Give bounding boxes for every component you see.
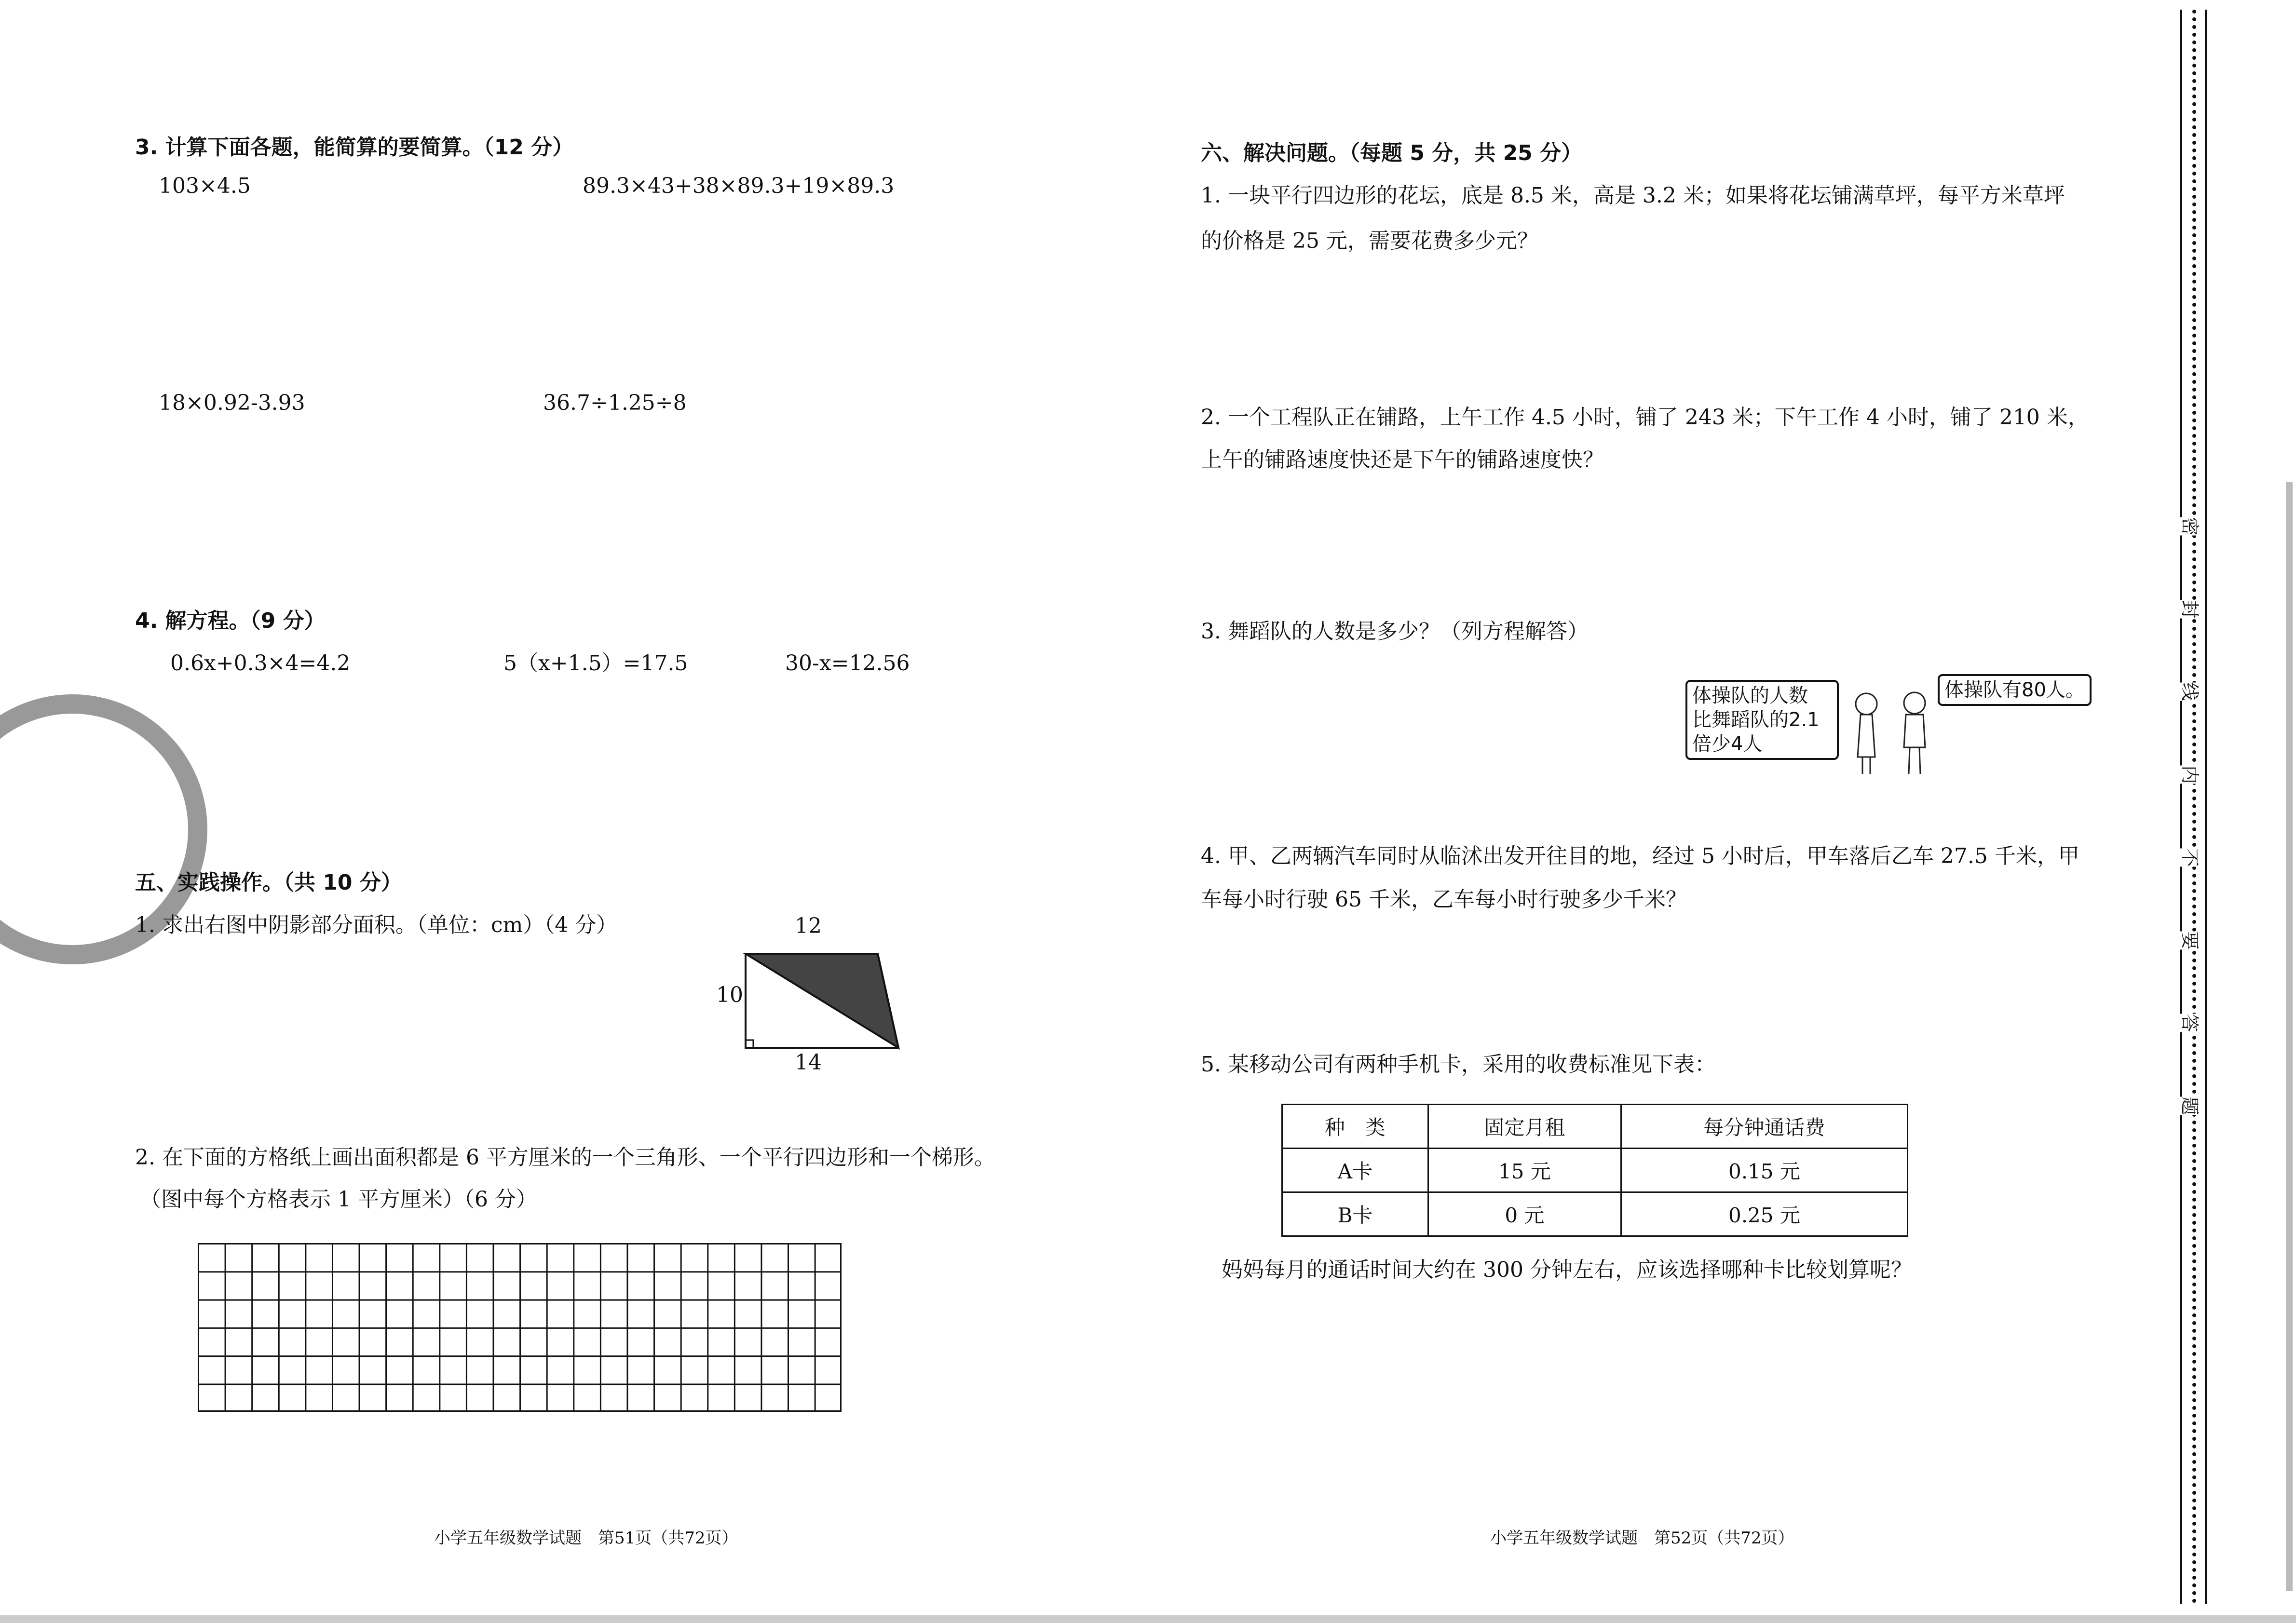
q2-line1: 2. 一个工程队正在铺路，上午工作 4.5 小时，铺了 243 米；下午工作 4 小时，铺了 210 米， <box>1201 405 2089 430</box>
boy-icon <box>1904 692 1925 774</box>
calc-item: 103×4.5 <box>159 174 251 198</box>
shaded-triangle <box>746 954 898 1048</box>
equation: 30-x=12.56 <box>785 651 910 676</box>
q4-title: 4. 解方程。（9 分） <box>135 609 326 633</box>
calc-item: 89.3×43+38×89.3+19×89.3 <box>583 174 895 198</box>
page-footer-right: 小学五年级数学试题 第52页（共72页） <box>1490 1528 1794 1548</box>
binding-text: 答 <box>2178 1014 2205 1032</box>
binding-text: 要 <box>2178 931 2205 949</box>
q5-title: 5. 某移动公司有两种手机卡，采用的收费标准见下表： <box>1201 1052 1716 1077</box>
binding-dotted-line <box>2192 10 2196 1604</box>
scan-edge-shadow <box>2286 482 2293 1591</box>
binding-text: 内 <box>2178 765 2205 784</box>
figure-label-left: 10 <box>716 983 743 1007</box>
table-header-row <box>1282 1105 1908 1149</box>
binding-line-left <box>2180 10 2182 1604</box>
binding-text: 密 <box>2178 517 2205 535</box>
binding-text: 封 <box>2178 600 2205 618</box>
q5-question: 妈妈每月的通话时间大约在 300 分钟左右，应该选择哪种卡比较划算呢？ <box>1222 1258 1912 1282</box>
table-header: 每分钟通话费 <box>1621 1105 1907 1149</box>
equation: 5（x+1.5）=17.5 <box>503 651 688 676</box>
calc-item: 18×0.92-3.93 <box>159 391 305 415</box>
table-header: 固定月租 <box>1428 1105 1621 1149</box>
q4-line1: 4. 甲、乙两辆汽车同时从临沭出发开往目的地，经过 5 小时后，甲车落后乙车 27.5 千米，甲 <box>1201 844 2079 868</box>
equation: 0.6x+0.3×4=4.2 <box>170 651 351 676</box>
figure-label-bottom: 14 <box>795 1050 822 1075</box>
right-angle-mark <box>746 1040 753 1048</box>
sec5-q2-line1: 2. 在下面的方格纸上画出面积都是 6 平方厘米的一个三角形、一个平行四边形和一个梯形。 <box>135 1145 995 1170</box>
table-row <box>1282 1192 1908 1236</box>
table-cell: 0.15 元 <box>1621 1149 1907 1192</box>
binding-text: 线 <box>2178 682 2205 701</box>
bubble-line: 比舞蹈队的2.1 <box>1692 709 1820 731</box>
speech-bubble-girl <box>1685 680 1839 760</box>
fee-table <box>1281 1104 1908 1237</box>
q3-title: 3. 计算下面各题，能简算的要简算。（12 分） <box>135 135 574 160</box>
section6-title: 六、解决问题。（每题 5 分，共 25 分） <box>1201 141 1583 165</box>
sec5-q2-line2: （图中每个方格表示 1 平方厘米）（6 分） <box>140 1187 537 1212</box>
square-grid-paper <box>198 1243 842 1412</box>
q3-title-right: 3. 舞蹈队的人数是多少？（列方程解答） <box>1201 619 1589 644</box>
table-cell: B卡 <box>1282 1192 1428 1236</box>
children-illustration <box>1847 685 1939 781</box>
table-cell: A卡 <box>1282 1149 1428 1192</box>
table-header: 种 类 <box>1282 1105 1428 1149</box>
figure-label-top: 12 <box>795 914 822 938</box>
q4-line2: 车每小时行驶 65 千米，乙车每小时行驶多少千米？ <box>1201 887 1687 912</box>
binding-line-right <box>2205 10 2207 1604</box>
sec5-q1: 1. 求出右图中阴影部分面积。（单位：cm）（4 分） <box>135 913 618 937</box>
binding-text: 题 <box>2178 1096 2205 1115</box>
bubble-line: 体操队的人数 <box>1692 685 1808 707</box>
scan-bottom-edge <box>0 1615 2296 1623</box>
section5-title: 五、实践操作。（共 10 分） <box>135 870 402 895</box>
table-cell: 15 元 <box>1428 1149 1621 1192</box>
q2-line2: 上午的铺路速度快还是下午的铺路速度快？ <box>1201 447 1604 472</box>
q1-line2: 的价格是 25 元，需要花费多少元？ <box>1201 229 1538 253</box>
binding-text: 不 <box>2178 848 2205 866</box>
table-cell: 0.25 元 <box>1621 1192 1907 1236</box>
trapezoid-figure <box>723 945 926 1056</box>
table-row <box>1282 1149 1908 1192</box>
q1-line1: 1. 一块平行四边形的花坛，底是 8.5 米，高是 3.2 米；如果将花坛铺满草坪，每平方米草坪 <box>1201 183 2065 208</box>
girl-icon <box>1856 693 1877 774</box>
calc-item: 36.7÷1.25÷8 <box>543 391 687 415</box>
speech-bubble-boy: 体操队有80人。 <box>1938 674 2092 706</box>
page-footer-left: 小学五年级数学试题 第51页（共72页） <box>434 1528 738 1548</box>
bubble-line: 倍少4人 <box>1692 733 1763 755</box>
table-cell: 0 元 <box>1428 1192 1621 1236</box>
